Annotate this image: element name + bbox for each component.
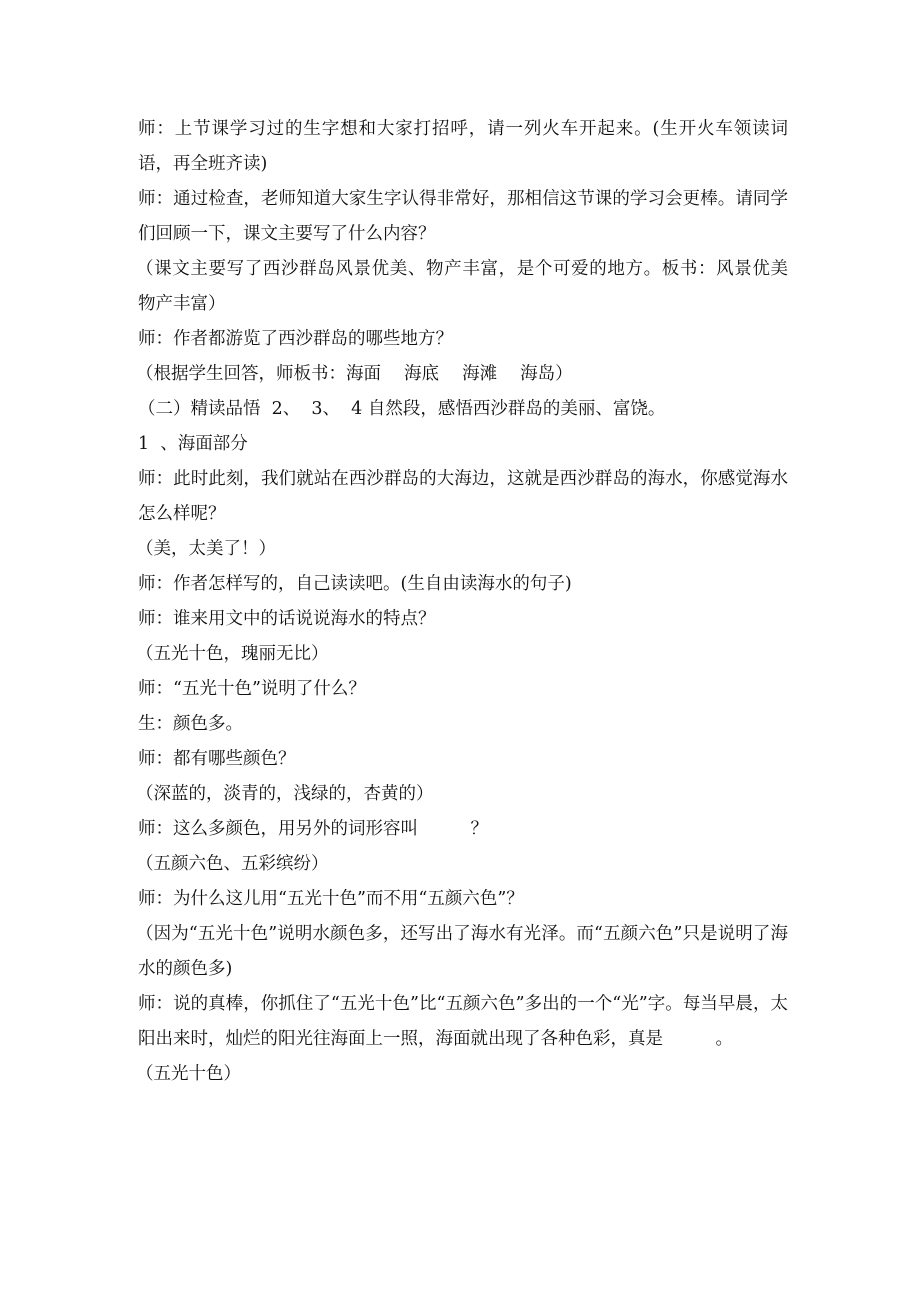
paragraph-10: 师：作者怎样写的，自己读读吧。(生自由读海水的句子) <box>138 574 572 594</box>
paragraph-5: （根据学生回答，师板书：海面 海底 海滩 海岛） <box>136 364 573 384</box>
paragraph-12: （五光十色，瑰丽无比） <box>136 644 329 664</box>
paragraph-14: 生：颜色多。 <box>138 714 243 734</box>
paragraph-17: 师：这么多颜色，用另外的词形容叫 ？ <box>138 819 488 839</box>
paragraph-15: 师：都有哪些颜色？ <box>138 749 296 769</box>
paragraph-22: （五光十色） <box>136 1064 241 1084</box>
paragraph-16: （深蓝的，淡青的，浅绿的，杏黄的） <box>136 784 434 804</box>
paragraph-8: 师：此时此刻，我们就站在西沙群岛的大海边，这就是西沙群岛的海水，你感觉海水怎么样呢？ <box>138 469 788 524</box>
subsection-heading-1: 1 、海面部分 <box>138 434 248 454</box>
paragraph-13: 师：“五光十色”说明了什么？ <box>138 679 366 699</box>
paragraph-9: （美，太美了！） <box>136 539 276 559</box>
document-page <box>136 112 823 1092</box>
paragraph-19: 师：为什么这儿用“五光十色”而不用“五颜六色”？ <box>138 889 524 909</box>
paragraph-4: 师：作者都游览了西沙群岛的哪些地方？ <box>138 329 453 349</box>
paragraph-1: 师：上节课学习过的生字想和大家打招呼，请一列火车开起来。(生开火车领读词语，再全班齐读) <box>138 119 788 174</box>
paragraph-3: （课文主要写了西沙群岛风景优美、物产丰富，是个可爱的地方。板书：风景优美 物产丰富） <box>136 259 823 314</box>
paragraph-20: （因为“五光十色”说明水颜色多，还写出了海水有光泽。而“五颜六色”只是说明了海水的颜色多) <box>136 924 788 979</box>
paragraph-21: 师：说的真棒，你抓住了“五光十色”比“五颜六色”多出的一个“光”字。每当早晨，太阳出来时，灿烂的阳光往海面上一照，海面就出现了各种色彩，真是 。 <box>138 994 788 1049</box>
paragraph-18: （五颜六色、五彩缤纷） <box>136 854 329 874</box>
paragraph-11: 师：谁来用文中的话说说海水的特点？ <box>138 609 436 629</box>
paragraph-2: 师：通过检查，老师知道大家生字认得非常好，那相信这节课的学习会更棒。请同学们回顾一下，课文主要写了什么内容？ <box>138 189 788 244</box>
section-heading-2: （二）精读品悟 2、 3、 4 自然段，感悟西沙群岛的美丽、富饶。 <box>138 399 666 419</box>
